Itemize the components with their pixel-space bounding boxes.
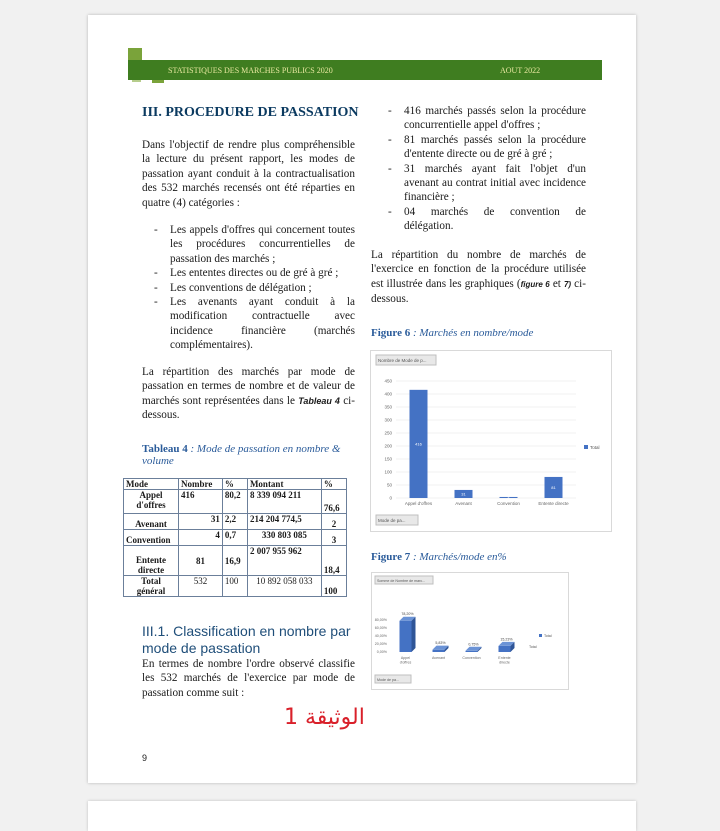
table-header-cell: % — [321, 479, 346, 490]
table-cell-montant: 8 339 094 211 — [247, 490, 321, 514]
table-header-cell: Mode — [124, 479, 179, 490]
bar — [499, 646, 511, 652]
table-cell-nombre: 532 — [179, 576, 223, 597]
table-cell-pct: 100 — [222, 576, 247, 597]
list-item: - Les conventions de délégation ; — [154, 281, 355, 295]
repartition-text: La répartition des marchés par mode de passation en termes de nombre et de valeur de marchés sont représentées dans le — [142, 366, 355, 407]
figures-paragraph — [371, 248, 586, 307]
table-header-cell: Montant — [247, 479, 321, 490]
data-label: 416 — [415, 441, 422, 447]
y-tick-label: 350 — [384, 404, 392, 410]
bar — [400, 621, 412, 652]
figure-7-chart — [371, 572, 569, 690]
figures-text-end: ci-dessous. — [371, 277, 586, 306]
data-label: 81 — [551, 484, 556, 490]
list-item: - Les ententes directes ou de gré à gré ; — [154, 266, 355, 280]
table-cell-pct: 2,2 — [222, 514, 247, 530]
table-cell-montant: 214 204 774,5 — [247, 514, 321, 530]
y-tick-label: 300 — [384, 417, 392, 423]
legend-label: Total — [590, 445, 600, 450]
header-title: STATISTIQUES DES MARCHES PUBLICS 2020 — [168, 65, 333, 75]
table-cell-montant: 2 007 955 962 — [247, 546, 321, 576]
x-tick-label: Entente directe — [538, 501, 569, 506]
y-tick-label: 50 — [386, 482, 392, 488]
repartition-end: ci-dessous. — [142, 394, 356, 422]
figure-7-text: : Marchés/mode en% — [410, 551, 507, 563]
y-tick-label: 150 — [384, 456, 392, 462]
table-cell-nombre: 81 — [179, 546, 223, 576]
table-cell-pct2: 100 — [321, 576, 346, 597]
data-label: 4 — [507, 494, 510, 500]
list-item: - Les appels d'offres qui concernent toutes les procédures concurrentielles de passation des marchés ; — [154, 223, 355, 266]
figure-6-label: Figure 6 — [371, 327, 411, 339]
table-cell-pct: 0,7 — [222, 530, 247, 546]
table-cell-mode: Entente directe — [124, 546, 179, 576]
page-number: 9 — [142, 753, 148, 763]
figures-text: La répartition du nombre de marchés de l'exercice en fonction de la procédure utilisée est illustrée dans les graphiques ( — [371, 249, 586, 290]
list-item: - Les avenants ayant conduit à la modification contractuelle avec incidence financière (marchés complémentaires). — [154, 295, 355, 353]
x-tick-label: Avenant — [431, 656, 446, 660]
legend-swatch — [584, 445, 588, 449]
table-header-cell: % — [222, 479, 247, 490]
table-row — [124, 576, 347, 597]
axis-title: Total — [529, 645, 537, 649]
figure-reference: 7) — [563, 279, 572, 289]
table-cell-pct2: 3 — [321, 530, 346, 546]
subsection-title: III.1. Classification en nombre par mode de passation — [142, 623, 351, 656]
table-cell-mode: Total général — [124, 576, 179, 597]
x-tick-label: Convention — [462, 656, 481, 660]
filter-button-label: Mode de pa... — [377, 678, 399, 682]
y-tick-label: 0,00% — [376, 650, 387, 654]
bar — [433, 650, 445, 652]
figure-7-label: Figure 7 — [371, 551, 411, 563]
field-button-label: Nombre de Mode de p... — [378, 358, 427, 363]
table-caption-label: Tableau 4 — [142, 443, 188, 455]
x-tick-label: d'offres — [399, 660, 412, 665]
table-cell-montant: 330 803 085 — [247, 530, 321, 546]
subsection-paragraph: En termes de nombre l'ordre observé classifie les 532 marchés de l'exercice par mode de passation comme suit : — [142, 658, 355, 699]
table-cell-nombre: 416 — [179, 490, 223, 514]
table-cell-mode: Convention — [124, 530, 179, 546]
list-item: - 31 marchés ayant fait l'objet d'un avenant au contrat initial avec incidence financière ; — [388, 162, 586, 205]
x-tick-label: directe — [499, 660, 510, 665]
y-tick-label: 0 — [389, 495, 392, 501]
y-tick-label: 40,00% — [374, 634, 387, 638]
filter-button-label: Mode de pa... — [378, 518, 406, 523]
table-cell-pct: 80,2 — [222, 490, 247, 514]
figure-reference: figure 6 — [520, 279, 550, 289]
figure-6-caption — [371, 327, 533, 339]
figure-6-text: : Marchés en nombre/mode — [410, 327, 534, 339]
table-row — [124, 530, 347, 546]
procedure-count-list — [388, 104, 586, 234]
list-item: - 416 marchés passés selon la procédure concurrentielle appel d'offres ; — [388, 104, 586, 133]
y-tick-label: 80,00% — [374, 618, 387, 622]
table-header-cell: Nombre — [179, 479, 223, 490]
x-tick-label: Entente — [498, 656, 511, 660]
table-row — [124, 546, 347, 576]
figures-text-mid: et — [549, 277, 564, 290]
data-label: 78,20% — [401, 612, 414, 617]
x-tick-label: Avenant — [455, 501, 472, 506]
table-cell-pct2: 76,6 — [321, 490, 346, 514]
field-button-label: Somme de Nombre de marc... — [377, 579, 426, 583]
table-header-row — [124, 479, 347, 490]
y-tick-label: 60,00% — [374, 626, 387, 630]
category-list — [154, 223, 355, 353]
intro-paragraph: Dans l'objectif de rendre plus compréhensible la lecture du présent rapport, les modes de passation ayant conduit à la contractualisation des 532 marchés recensés ont été réparties en quatre (4) catégories : — [142, 139, 355, 209]
section-title: III. PROCEDURE DE PASSATION — [142, 105, 359, 120]
y-tick-label: 400 — [384, 391, 392, 397]
table-row — [124, 490, 347, 514]
x-tick-label: Appel — [400, 656, 411, 660]
bar-side — [412, 617, 416, 652]
data-label: 0,75% — [468, 642, 479, 647]
table-cell-pct2: 2 — [321, 514, 346, 530]
y-tick-label: 100 — [384, 469, 392, 475]
list-item: - 81 marchés passés selon la procédure d'entente directe ou de gré à gré ; — [388, 133, 586, 162]
y-tick-label: 20,00% — [374, 642, 387, 646]
x-tick-label: Appel d'offres — [404, 501, 433, 506]
table-row — [124, 514, 347, 530]
table-cell-nombre: 4 — [179, 530, 223, 546]
data-label: 15,23% — [500, 637, 513, 642]
next-page-edge — [88, 801, 636, 831]
table-caption-text: : Mode de passation en nombre & volume — [142, 443, 341, 467]
table-cell-montant: 10 892 058 033 — [247, 576, 321, 597]
mode-passation-table — [123, 478, 347, 597]
legend-label: Total — [544, 634, 552, 638]
page-header-bar — [128, 60, 602, 80]
bar — [466, 651, 478, 652]
y-tick-label: 200 — [384, 443, 392, 449]
table-cell-pct: 16,9 — [222, 546, 247, 576]
figure-6-chart — [370, 350, 612, 532]
legend-swatch — [539, 634, 542, 637]
y-tick-label: 250 — [384, 430, 392, 436]
document-page — [88, 15, 636, 783]
table-reference: Tableau 4 — [298, 395, 340, 406]
table-cell-mode: Avenant — [124, 514, 179, 530]
repartition-paragraph — [142, 365, 355, 423]
x-tick-label: Convention — [497, 501, 520, 506]
list-item: - 04 marchés de convention de délégation. — [388, 205, 586, 234]
data-label: 31 — [461, 491, 466, 497]
table-cell-pct2: 18,4 — [321, 546, 346, 576]
y-tick-label: 450 — [384, 378, 392, 384]
data-label: 5,83% — [435, 641, 446, 646]
table-caption — [142, 443, 342, 467]
header-date: AOUT 2022 — [500, 65, 541, 75]
arabic-document-label: الوثيقة 1 — [284, 705, 365, 730]
figure-7-caption — [371, 551, 507, 563]
table-cell-nombre: 31 — [179, 514, 223, 530]
table-cell-mode: Appel d'offres — [124, 490, 179, 514]
